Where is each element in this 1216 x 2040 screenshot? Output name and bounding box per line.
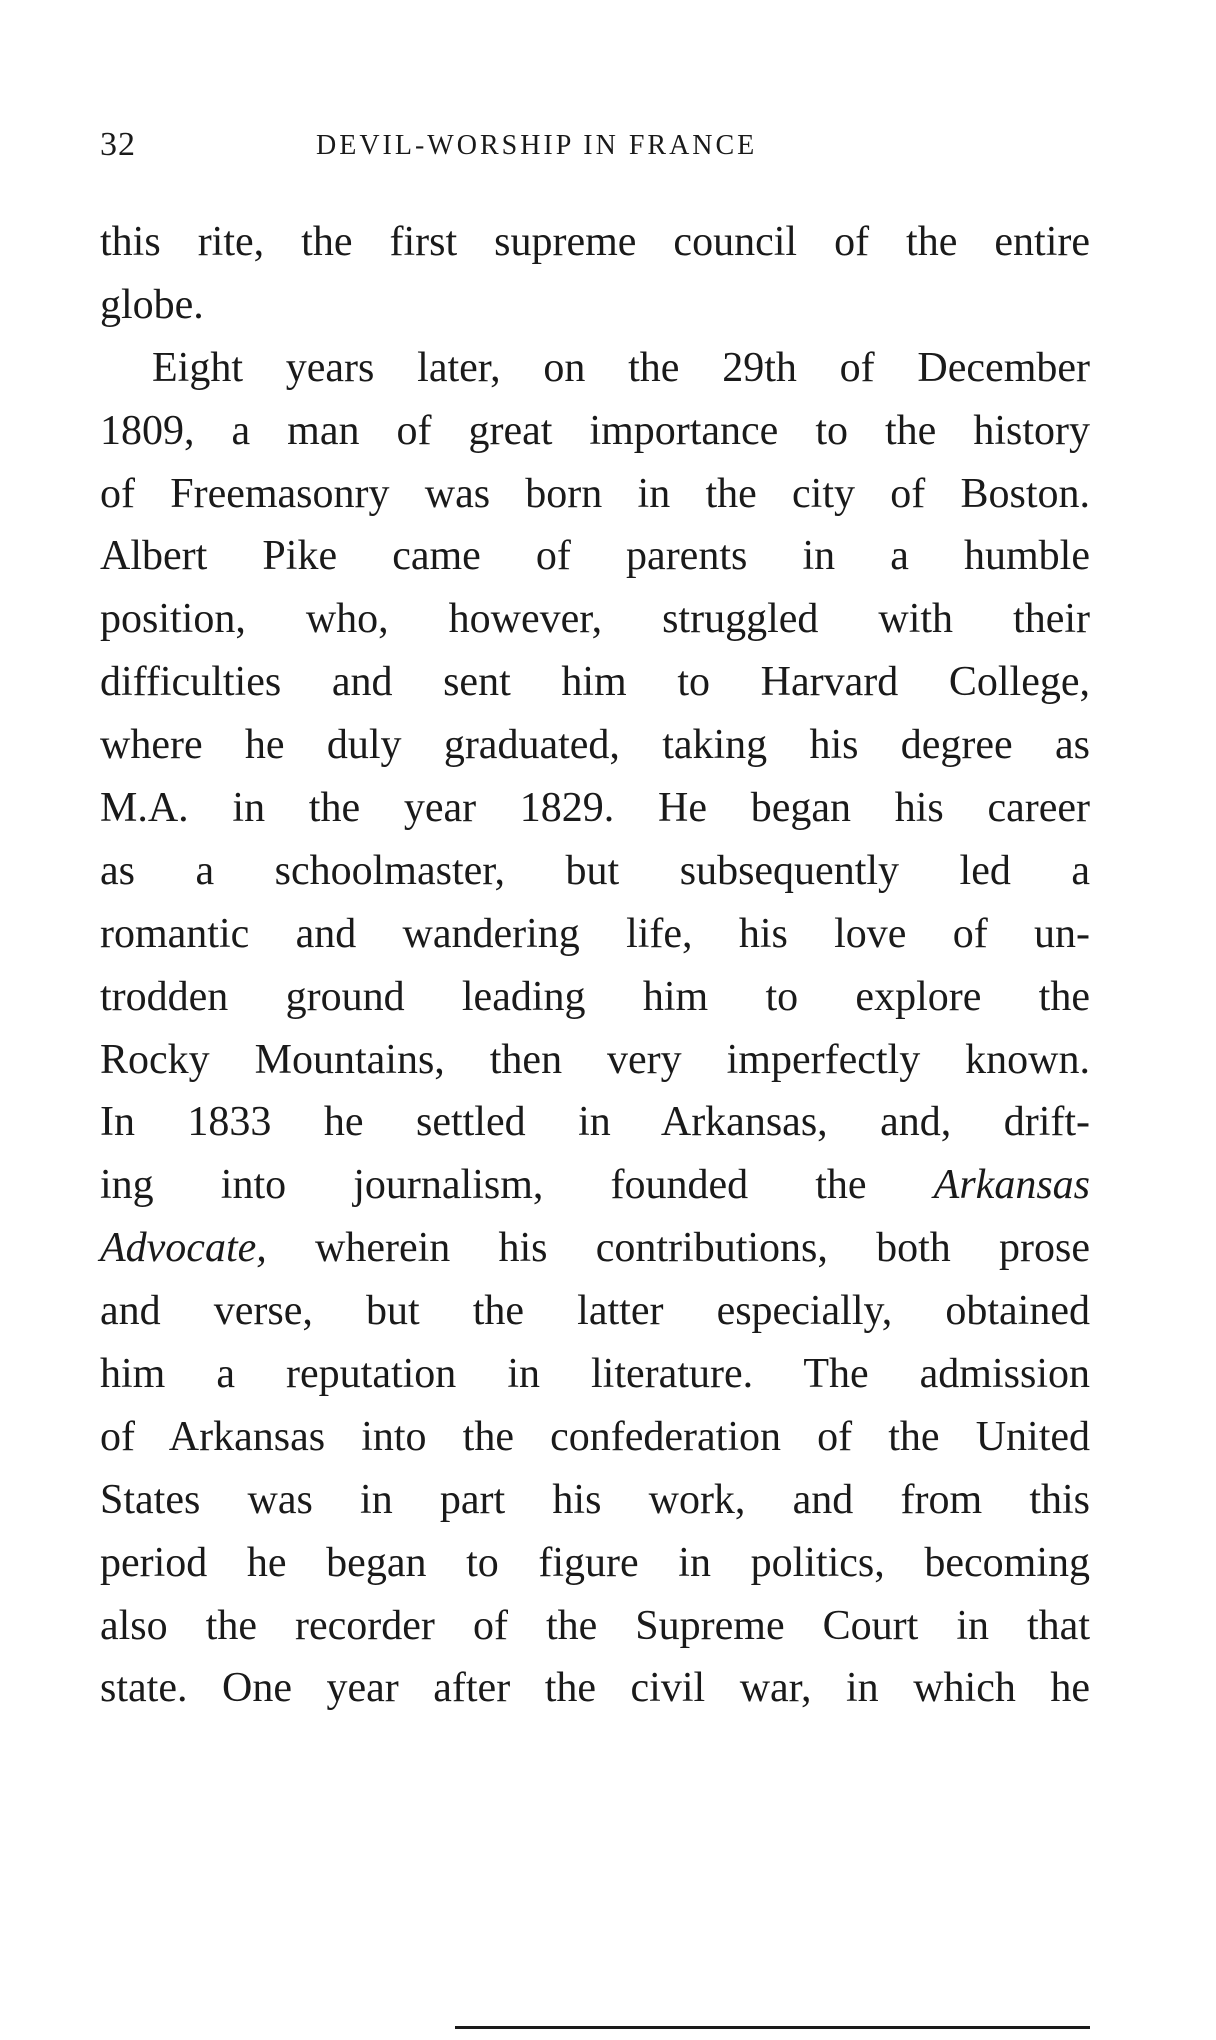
text-line: period he began to figure in politics, becoming (100, 1539, 1090, 1586)
text-segment: wherein his contributions, both prose (314, 1225, 1090, 1272)
text-line: romantic and wandering life, his love of un- (100, 910, 1090, 957)
text-segment: ing into journalism, founded the (100, 1162, 867, 1209)
text-line: 1809, a man of great importance to the history (100, 407, 1090, 454)
text-line: difficulties and sent him to Harvard College, (100, 659, 1090, 706)
text-line: Eight years later, on the 29th of December (152, 344, 1090, 391)
page-header (100, 126, 1090, 176)
text-line: as a schoolmaster, but subsequently led a (100, 847, 1090, 894)
text-line: Rocky Mountains, then very imperfectly known. (100, 1036, 1090, 1083)
text-line: state. One year after the civil war, in which he (100, 1665, 1090, 1712)
text-line: this rite, the first supreme council of the entire (100, 219, 1090, 265)
footer-rule (455, 2026, 1090, 2029)
text-line-with-italic (100, 1217, 1090, 1280)
text-line: globe. (100, 281, 204, 328)
text-line: of Arkansas into the confederation of the United (100, 1413, 1090, 1460)
text-line: him a reputation in literature. The admission (100, 1351, 1090, 1398)
text-line: M.A. in the year 1829. He began his career (100, 785, 1090, 832)
italic-title-advocate: Advocate, (100, 1225, 267, 1272)
text-line: States was in part his work, and from this (100, 1476, 1090, 1523)
text-line: of Freemasonry was born in the city of Boston. (100, 470, 1090, 517)
text-line: where he duly graduated, taking his degree as (100, 722, 1090, 769)
body-text (100, 211, 1090, 1720)
page-number: 32 (100, 126, 136, 163)
italic-title-arkansas: Arkansas (933, 1162, 1091, 1209)
running-head: DEVIL-WORSHIP IN FRANCE (316, 130, 758, 161)
text-line: Albert Pike came of parents in a humble (100, 533, 1090, 580)
text-line-with-italic (100, 1154, 1090, 1217)
text-line: trodden ground leading him to explore the (100, 973, 1090, 1020)
text-line: also the recorder of the Supreme Court in that (100, 1602, 1090, 1649)
text-line: In 1833 he settled in Arkansas, and, drift- (100, 1099, 1090, 1146)
text-line: position, who, however, struggled with their (100, 596, 1090, 643)
text-line: and verse, but the latter especially, obtained (100, 1288, 1090, 1335)
